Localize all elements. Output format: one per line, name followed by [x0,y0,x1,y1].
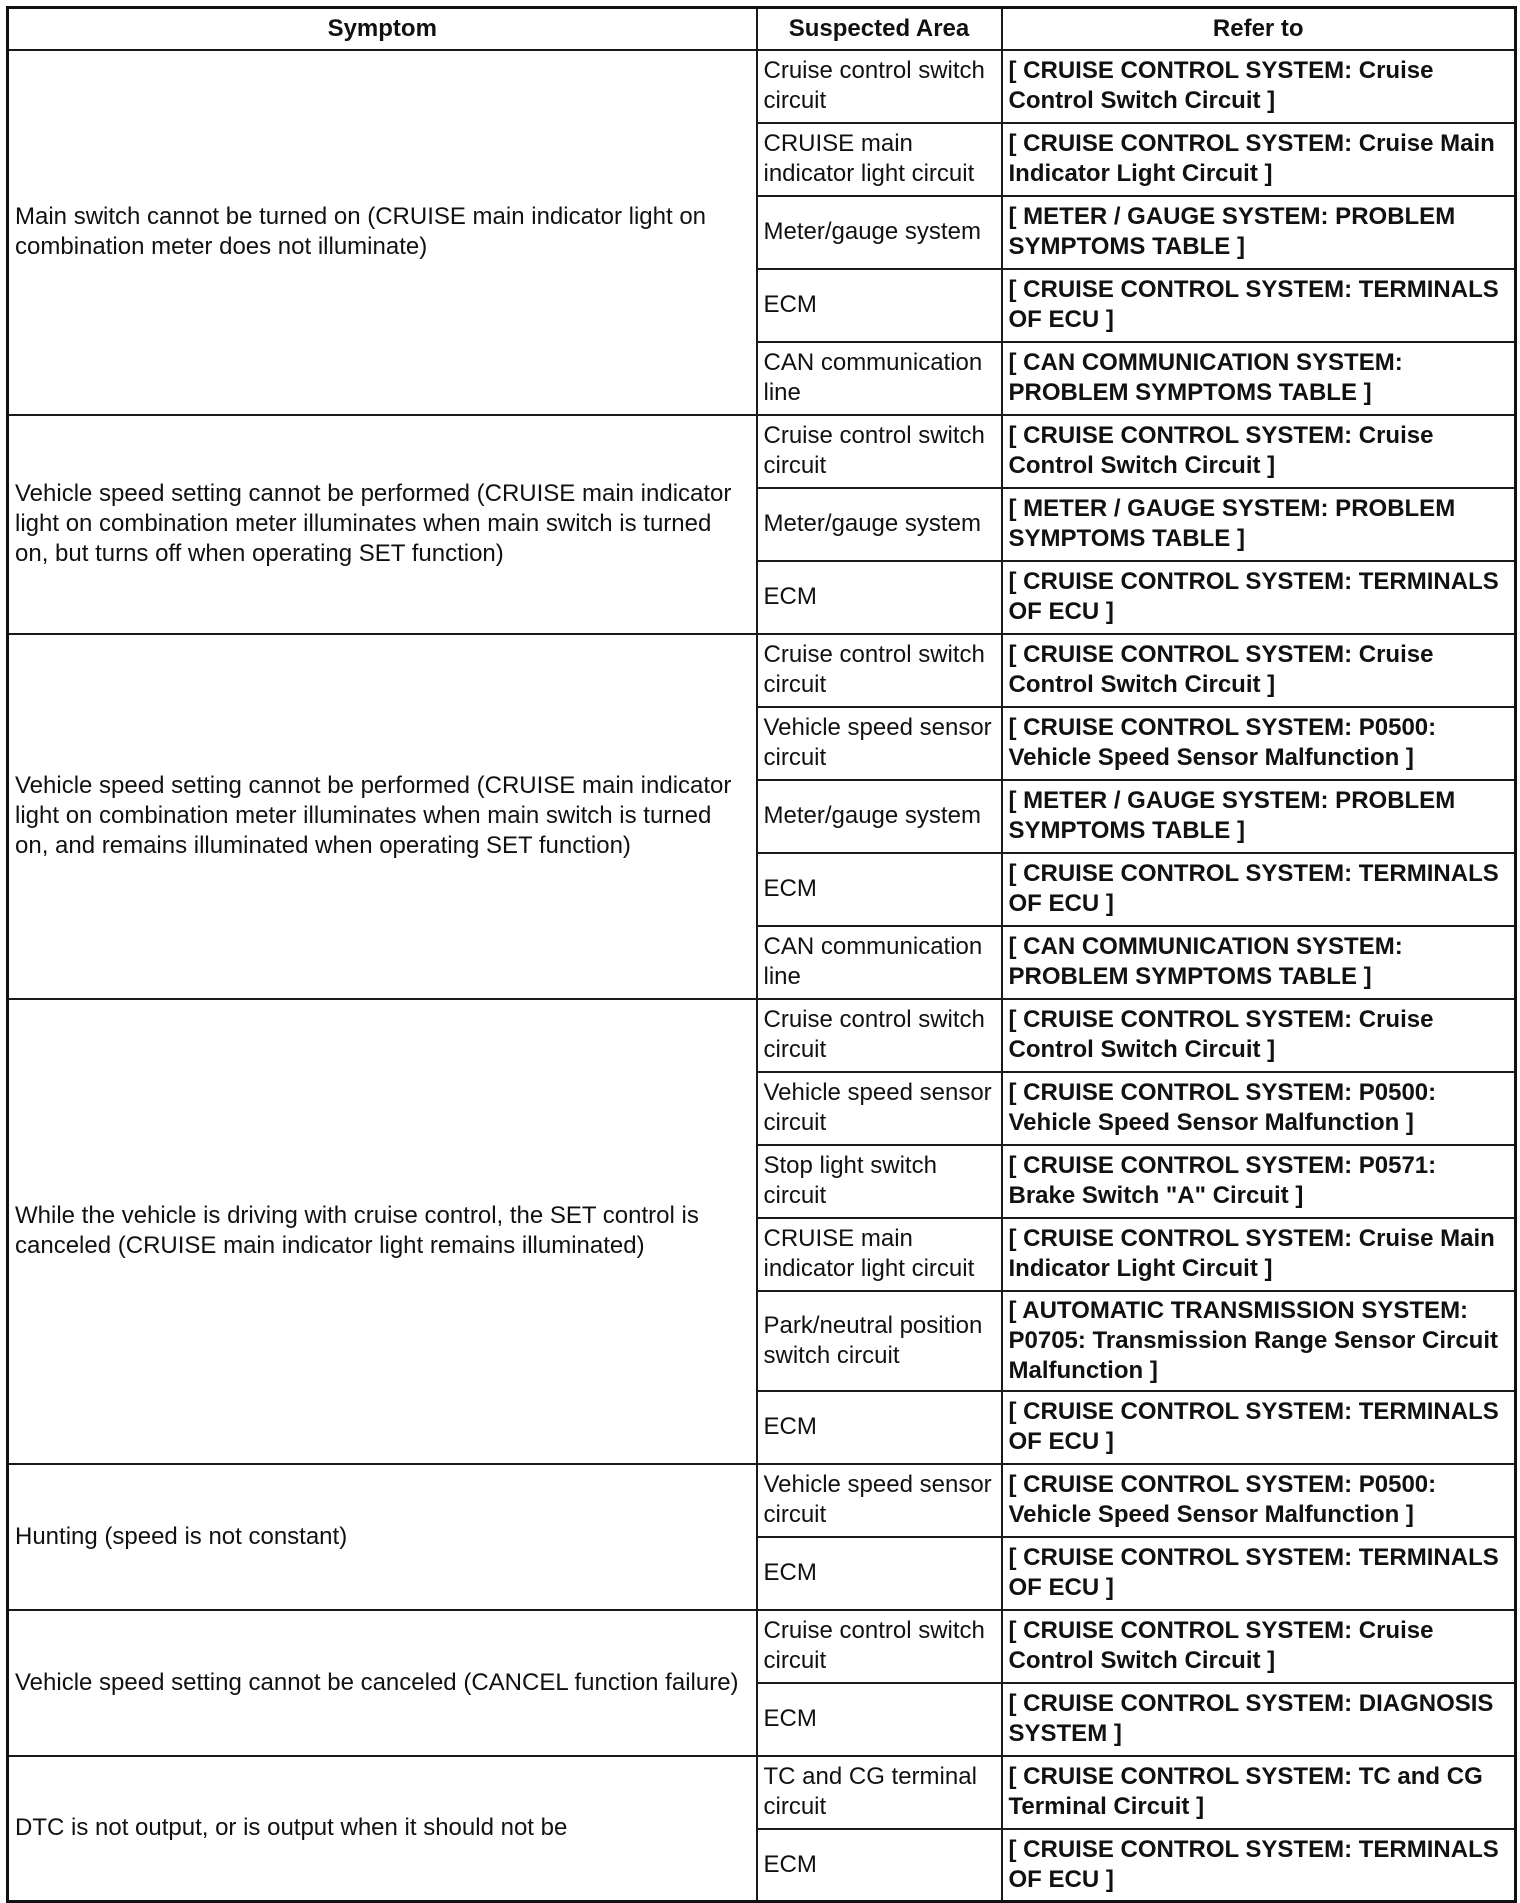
refer-to-cell: [ CRUISE CONTROL SYSTEM: TERMINALS OF ECU ] [1002,269,1516,342]
table-body [8,50,1516,1902]
symptom-cell: Vehicle speed setting cannot be performed (CRUISE main indicator light on combination meter illuminates when main switch is turned on, but turns off when operating SET function) [8,415,757,634]
symptom-cell: Vehicle speed setting cannot be canceled (CANCEL function failure) [8,1610,757,1756]
refer-to-cell: [ CRUISE CONTROL SYSTEM: TC and CG Terminal Circuit ] [1002,1756,1516,1829]
problem-symptoms-table [6,6,1517,1903]
refer-to-cell: [ CRUISE CONTROL SYSTEM: TERMINALS OF ECU ] [1002,853,1516,926]
suspected-area-cell: ECM [757,1829,1002,1902]
suspected-area-cell: Meter/gauge system [757,196,1002,269]
table-row [8,1464,1516,1537]
suspected-area-cell: ECM [757,1683,1002,1756]
symptom-cell: Hunting (speed is not constant) [8,1464,757,1610]
suspected-area-cell: Meter/gauge system [757,780,1002,853]
refer-to-cell: [ CAN COMMUNICATION SYSTEM: PROBLEM SYMPTOMS TABLE ] [1002,342,1516,415]
suspected-area-cell: CAN communication line [757,926,1002,999]
refer-to-cell: [ CRUISE CONTROL SYSTEM: DIAGNOSIS SYSTEM ] [1002,1683,1516,1756]
header-suspected-area: Suspected Area [757,8,1002,50]
suspected-area-cell: ECM [757,269,1002,342]
symptom-cell: While the vehicle is driving with cruise control, the SET control is canceled (CRUISE main indicator light remains illuminated) [8,999,757,1464]
suspected-area-cell: Park/neutral position switch circuit [757,1291,1002,1391]
table-row [8,415,1516,488]
suspected-area-cell: Meter/gauge system [757,488,1002,561]
suspected-area-cell: ECM [757,561,1002,634]
refer-to-cell: [ CRUISE CONTROL SYSTEM: P0500: Vehicle Speed Sensor Malfunction ] [1002,1072,1516,1145]
suspected-area-cell: ECM [757,853,1002,926]
header-row [8,8,1516,50]
table-row [8,50,1516,123]
suspected-area-cell: ECM [757,1537,1002,1610]
refer-to-cell: [ CRUISE CONTROL SYSTEM: Cruise Control Switch Circuit ] [1002,1610,1516,1683]
refer-to-cell: [ CRUISE CONTROL SYSTEM: TERMINALS OF ECU ] [1002,561,1516,634]
refer-to-cell: [ CRUISE CONTROL SYSTEM: Cruise Control Switch Circuit ] [1002,50,1516,123]
refer-to-cell: [ CRUISE CONTROL SYSTEM: TERMINALS OF ECU ] [1002,1829,1516,1902]
suspected-area-cell: Cruise control switch circuit [757,50,1002,123]
refer-to-cell: [ METER / GAUGE SYSTEM: PROBLEM SYMPTOMS TABLE ] [1002,780,1516,853]
refer-to-cell: [ CRUISE CONTROL SYSTEM: P0500: Vehicle Speed Sensor Malfunction ] [1002,707,1516,780]
suspected-area-cell: Cruise control switch circuit [757,634,1002,707]
header-symptom: Symptom [8,8,757,50]
suspected-area-cell: Stop light switch circuit [757,1145,1002,1218]
suspected-area-cell: Vehicle speed sensor circuit [757,1464,1002,1537]
refer-to-cell: [ CRUISE CONTROL SYSTEM: TERMINALS OF ECU ] [1002,1391,1516,1464]
suspected-area-cell: CRUISE main indicator light circuit [757,1218,1002,1291]
table-row [8,1756,1516,1829]
symptom-cell: Vehicle speed setting cannot be performed (CRUISE main indicator light on combination meter illuminates when main switch is turned on, and remains illuminated when operating SET function) [8,634,757,999]
table-row [8,999,1516,1072]
refer-to-cell: [ CRUISE CONTROL SYSTEM: Cruise Control Switch Circuit ] [1002,634,1516,707]
refer-to-cell: [ CRUISE CONTROL SYSTEM: P0500: Vehicle Speed Sensor Malfunction ] [1002,1464,1516,1537]
refer-to-cell: [ CRUISE CONTROL SYSTEM: Cruise Control Switch Circuit ] [1002,999,1516,1072]
refer-to-cell: [ CRUISE CONTROL SYSTEM: P0571: Brake Switch "A" Circuit ] [1002,1145,1516,1218]
suspected-area-cell: ECM [757,1391,1002,1464]
suspected-area-cell: Vehicle speed sensor circuit [757,1072,1002,1145]
table-row [8,1610,1516,1683]
suspected-area-cell: Cruise control switch circuit [757,415,1002,488]
refer-to-cell: [ METER / GAUGE SYSTEM: PROBLEM SYMPTOMS TABLE ] [1002,488,1516,561]
suspected-area-cell: CAN communication line [757,342,1002,415]
refer-to-cell: [ CRUISE CONTROL SYSTEM: Cruise Main Indicator Light Circuit ] [1002,1218,1516,1291]
suspected-area-cell: CRUISE main indicator light circuit [757,123,1002,196]
refer-to-cell: [ CRUISE CONTROL SYSTEM: Cruise Main Indicator Light Circuit ] [1002,123,1516,196]
suspected-area-cell: Vehicle speed sensor circuit [757,707,1002,780]
header-refer-to: Refer to [1002,8,1516,50]
refer-to-cell: [ CAN COMMUNICATION SYSTEM: PROBLEM SYMPTOMS TABLE ] [1002,926,1516,999]
refer-to-cell: [ CRUISE CONTROL SYSTEM: TERMINALS OF ECU ] [1002,1537,1516,1610]
suspected-area-cell: TC and CG terminal circuit [757,1756,1002,1829]
symptom-cell: Main switch cannot be turned on (CRUISE main indicator light on combination meter does not illuminate) [8,50,757,415]
suspected-area-cell: Cruise control switch circuit [757,999,1002,1072]
refer-to-cell: [ CRUISE CONTROL SYSTEM: Cruise Control Switch Circuit ] [1002,415,1516,488]
suspected-area-cell: Cruise control switch circuit [757,1610,1002,1683]
refer-to-cell: [ AUTOMATIC TRANSMISSION SYSTEM: P0705: Transmission Range Sensor Circuit Malfunction ] [1002,1291,1516,1391]
refer-to-cell: [ METER / GAUGE SYSTEM: PROBLEM SYMPTOMS TABLE ] [1002,196,1516,269]
symptom-cell: DTC is not output, or is output when it should not be [8,1756,757,1902]
table-row [8,634,1516,707]
